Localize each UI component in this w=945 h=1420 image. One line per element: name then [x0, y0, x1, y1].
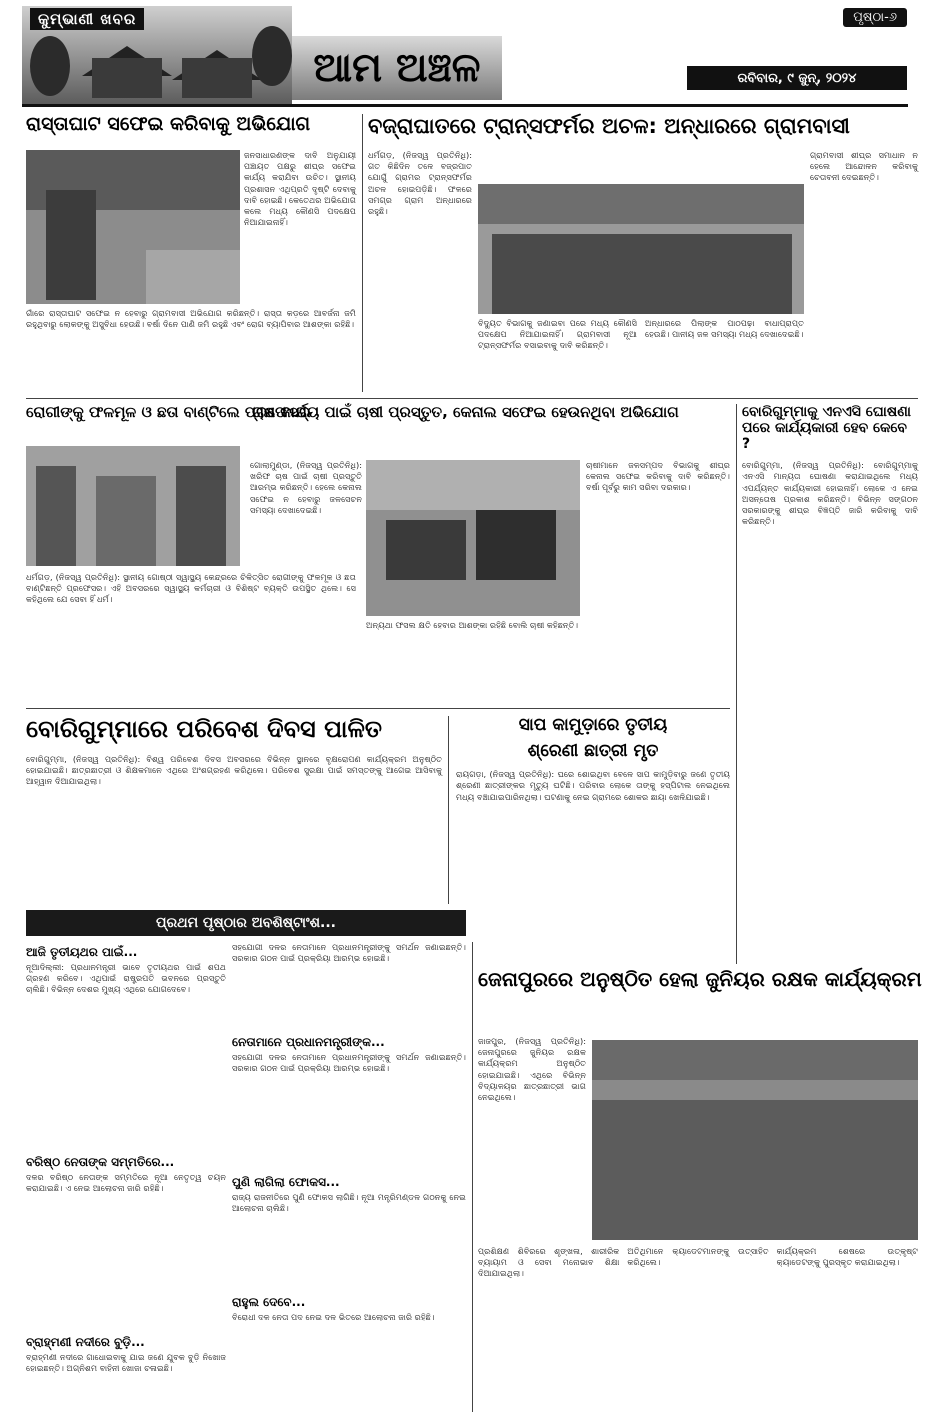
article-body: ଜାଜପୁର, (ନିଜସ୍ୱ ପ୍ରତିନିଧି): ଜେନାପୁରରେ ଜୁନିୟର ରକ୍ଷକ କାର୍ଯ୍ୟକ୍ରମ ଅନୁଷ୍ଠିତ ହୋଇଯାଇଛି। ଏଥିରେ ବିଭିନ୍ନ ବିଦ୍ୟାଳୟର ଛାତ୍ରଛାତ୍ରୀ ଭାଗ ନେଇଥିଲେ।	[478, 1036, 586, 1103]
article-headline: ସାପ କାମୁଡ଼ାରେ ତୃତୀୟ	[518, 715, 668, 735]
continued-right	[232, 942, 466, 1412]
continued-banner: ପ୍ରଥମ ପୃଷ୍ଠାର ଅବଶିଷ୍ଟାଂଶ...	[26, 910, 466, 936]
masthead	[0, 0, 945, 108]
article-body: ବୋରିଗୁମ୍ମା, (ନିଜସ୍ୱ ପ୍ରତିନିଧି): ବିଶ୍ୱ ପରିବେଶ ଦିବସ ଅବସରରେ ବିଭିନ୍ନ ସ୍ଥାନରେ ବୃକ୍ଷରୋପଣ କାର୍ଯ୍ୟକ୍ରମ ଅନୁଷ୍ଠିତ ହୋଇଯାଇଛି। ଛାତ୍ରଛାତ୍ରୀ ଓ ଶିକ୍ଷକମାନେ ଏଥିରେ ଅଂଶଗ୍ରହଣ କରିଥିଲେ। ପରିବେଶ ସୁରକ୍ଷା ପାଇଁ ସମସ୍ତଙ୍କୁ ଆଗେଇ ଆସିବାକୁ ଆହ୍ୱାନ ଦିଆଯାଇଥିଲା।	[26, 753, 442, 786]
continued-subhead: ପୁଣି ଲାଗିଲା ଫୋକସ...	[232, 1175, 340, 1189]
article-body: ଅନ୍ଧାରରେ ପିଲାଙ୍କ ପାଠପଢ଼ା ବାଧାପ୍ରାପ୍ତ ହେଉଛି। ପାନୀୟ ଜଳ ସମସ୍ୟା ମଧ୍ୟ ଦେଖାଦେଇଛି।	[645, 318, 804, 340]
article-headline	[742, 404, 918, 452]
article-body: ଗ୍ରାମବାସୀ ଶୀଘ୍ର ସମାଧାନ ନ ହେଲେ ଆନ୍ଦୋଳନ କରିବାକୁ ଚେତାବନୀ ଦେଇଛନ୍ତି।	[810, 150, 918, 183]
continued-subhead: ବ୍ରାହ୍ମଣୀ ନଦୀରେ ବୁଡ଼ି...	[26, 1335, 145, 1349]
section-banner	[292, 36, 502, 100]
article-headline: ରାସ୍ତାଘାଟ ସଫେଇ କରିବାକୁ ଅଭିଯୋଗ	[26, 113, 311, 135]
row-rule	[26, 708, 730, 709]
article-body: ଗୋଲାମୁଣ୍ଡା, (ନିଜସ୍ୱ ପ୍ରତିନିଧି): ଖରିଫ ଚାଷ ପାଇଁ ଚାଷୀ ପ୍ରସ୍ତୁତି ଆରମ୍ଭ କରିଛନ୍ତି। ହେଲେ କେନାଲ ସଫେଇ ନ ହେବାରୁ ଜଳସେଚନ ସମସ୍ୟା ଦେଖାଦେଇଛି।	[250, 460, 362, 515]
article-body: ରାଜ୍ୟ ରାଜନୀତିରେ ପୁଣି ଫୋକସ ଲାଗିଛି। ନୂଆ ମନ୍ତ୍ରିମଣ୍ଡଳ ଗଠନକୁ ନେଇ ଆଲୋଚନା ଚାଲିଛି।	[232, 1192, 466, 1214]
column-rule	[472, 942, 473, 1412]
headline-text: ବୋରିଗୁମ୍ମାକୁ ଏନଏସି ଘୋଷଣା ପରେ କାର୍ଯ୍ୟକାରୀ ହେବ କେବେ ?	[742, 404, 911, 453]
continued-subhead: ନେତାମାନେ ପ୍ରଧାନମନ୍ତ୍ରୀଙ୍କ...	[232, 1035, 385, 1049]
article-body: ବିରୋଧୀ ଦଳ ନେତା ପଦ ନେଇ ଦଳ ଭିତରେ ଆଲୋଚନା ଜାରି ରହିଛି।	[232, 1312, 435, 1322]
villagers-photo	[478, 184, 804, 314]
cadets-photo	[592, 1040, 918, 1240]
article-body: ଚାଷୀମାନେ ଜଳସମ୍ପଦ ବିଭାଗକୁ ଶୀଘ୍ର କେନାଲ ସଫେଇ କରିବାକୁ ଦାବି କରିଛନ୍ତି। ବର୍ଷା ପୂର୍ବରୁ କାମ ସରିବା ଦରକାର।	[586, 460, 730, 493]
article-headline: ବଜ୍ରାଘାତରେ ଟ୍ରାନ୍ସଫର୍ମର ଅଚଳ: ଅନ୍ଧାରରେ ଗ୍ରାମବାସୀ	[368, 114, 850, 138]
row-rule	[26, 398, 918, 399]
article-headline: ଶ୍ରେଣୀ ଛାତ୍ରୀ ମୃତ	[527, 740, 659, 761]
article-headline: ବୋରିଗୁମ୍ମାରେ ପରିବେଶ ଦିବସ ପାଳିତ	[26, 715, 382, 743]
article-body: ବିଦ୍ୟୁତ ବିଭାଗକୁ ଜଣାଇବା ପରେ ମଧ୍ୟ କୌଣସି ପଦକ୍ଷେପ ନିଆଯାଇନାହିଁ। ଗ୍ରାମବାସୀ ନୂଆ ଟ୍ରାନ୍ସଫର୍ମର ବସାଇବାକୁ ଦାବି କରିଛନ୍ତି।	[478, 318, 637, 351]
paper-name: କୁମ୍ଭାଣୀ ଖବର	[30, 8, 144, 30]
article-body: ବ୍ରାହ୍ମଣୀ ନଦୀରେ ଗାଧୋଇବାକୁ ଯାଇ ଜଣେ ଯୁବକ ବୁଡ଼ି ନିଖୋଜ ହୋଇଛନ୍ତି। ଅଗ୍ନିଶମ ବାହିନୀ ଖୋଜା ଚଳାଇଛି।	[26, 1352, 226, 1374]
article-headline: ଚାଷ କାର୍ଯ୍ୟ ପାଇଁ ଚାଷୀ ପ୍ରସ୍ତୁତ, କେନାଲ ସଫେଇ ହେଉନଥିବା ଅଭିଯୋଗ	[252, 403, 679, 421]
article-snakebite	[456, 716, 730, 932]
column-rule	[448, 716, 449, 904]
article-body: ସହଯୋଗୀ ଦଳର ନେତାମାନେ ପ୍ରଧାନମନ୍ତ୍ରୀଙ୍କୁ ସମର୍ଥନ ଜଣାଇଛନ୍ତି। ସରକାର ଗଠନ ପାଇଁ ପ୍ରକ୍ରିୟା ଆରମ୍ଭ ହୋଇଛି।	[232, 1052, 466, 1074]
article-body: ଦଳର ବରିଷ୍ଠ ନେତାଙ୍କ ସମ୍ମତିରେ ନୂଆ ନେତୃତ୍ୱ ଚୟନ କରାଯାଇଛି। ଏ ନେଇ ଆଲୋଚନା ଜାରି ରହିଛି।	[26, 1172, 226, 1194]
continued-subhead: ରାହୁଲ ଦେବେ...	[232, 1295, 306, 1309]
article-body: ନୂଆଦିଲ୍ଲୀ: ପ୍ରଧାନମନ୍ତ୍ରୀ ଭାବେ ତୃତୀୟଥର ପାଇଁ ଶପଥ ଗ୍ରହଣ କରିବେ। ଏଥିପାଇଁ ରାଷ୍ଟ୍ରପତି ଭବନରେ ପ୍ରସ୍ତୁତି ଚାଲିଛି। ବିଭିନ୍ନ ଦେଶର ମୁଖ୍ୟ ଏଥିରେ ଯୋଗଦେବେ।	[26, 962, 226, 995]
article-body: ଗାଁରେ ରାସ୍ତାଘାଟ ସଫେଇ ନ ହେବାରୁ ଗ୍ରାମବାସୀ ଅଭିଯୋଗ କରିଛନ୍ତି। ରାସ୍ତା କଡ଼ରେ ଆବର୍ଜନା ଜମି ରହୁଥିବାରୁ ଲୋକଙ୍କୁ ଅସୁବିଧା ହେଉଛି। ବର୍ଷା ଦିନେ ପାଣି ଜମି ରହୁଛି ଏବଂ ରୋଗ ବ୍ୟାପିବାର ଆଶଙ୍କା ରହିଛି।	[26, 308, 356, 330]
article-body: ଧର୍ମଗଡ଼, (ନିଜସ୍ୱ ପ୍ରତିନିଧି): ସ୍ଥାନୀୟ ଗୋଷ୍ଠୀ ସ୍ୱାସ୍ଥ୍ୟ କେନ୍ଦ୍ରରେ ଚିକିତ୍ସିତ ରୋଗୀଙ୍କୁ ଫଳମୂଳ ଓ ଛତା ବାଣ୍ଟିଛନ୍ତି ପ୍ରଫେସର। ଏହି ଅବସରରେ ସ୍ୱାସ୍ଥ୍ୟ କର୍ମଚାରୀ ଓ ବିଶିଷ୍ଟ ବ୍ୟକ୍ତି ଉପସ୍ଥିତ ଥିଲେ। ସେ କହିଥିଲେ ଯେ ସେବା ହିଁ ଧର୍ମ।	[26, 572, 356, 605]
article-body: ସହଯୋଗୀ ଦଳର ନେତାମାନେ ପ୍ରଧାନମନ୍ତ୍ରୀଙ୍କୁ ସମର୍ଥନ ଜଣାଇଛନ୍ତି। ସରକାର ଗଠନ ପାଇଁ ପ୍ରକ୍ରିୟା ଆରମ୍ଭ ହୋଇଛି।	[232, 942, 466, 964]
page-number: ପୃଷ୍ଠା-୬	[843, 8, 907, 27]
article-body: ରାୟଗଡ଼ା, (ନିଜସ୍ୱ ପ୍ରତିନିଧି): ଘରେ ଶୋଇଥିବା ବେଳେ ସାପ କାମୁଡ଼ିବାରୁ ଜଣେ ତୃତୀୟ ଶ୍ରେଣୀ ଛାତ୍ରୀଙ୍କର ମୃତ୍ୟୁ ଘଟିଛି। ପରିବାର ଲୋକେ ତାଙ୍କୁ ହସ୍ପିଟାଲ ନେଇଥିଲେ ମଧ୍ୟ ବଞ୍ଚାଯାଇପାରିନଥିଲା। ଘଟଣାକୁ ନେଇ ଗ୍ରାମରେ ଶୋକର ଛାୟା ଖେଳିଯାଇଛି।	[456, 769, 730, 802]
plough-photo	[366, 460, 580, 616]
article-nac	[742, 404, 918, 964]
continued-subhead: ବରିଷ୍ଠ ନେତାଙ୍କ ସମ୍ମତିରେ...	[26, 1155, 175, 1169]
article-body: ପ୍ରଶିକ୍ଷଣ ଶିବିରରେ ଶୃଙ୍ଖଳା, ଶାରୀରିକ ବ୍ୟାୟାମ ଓ ସେବା ମନୋଭାବ ଶିକ୍ଷା ଦିଆଯାଇଥିଲା।	[478, 1246, 620, 1279]
article-body: କାର୍ଯ୍ୟକ୍ରମ ଶେଷରେ ଉତ୍କୃଷ୍ଟ କ୍ୟାଡେଟଙ୍କୁ ପୁରସ୍କୃତ କରାଯାଇଥିଲା।	[776, 1246, 918, 1268]
article-body: ଧର୍ମଗଡ଼, (ନିଜସ୍ୱ ପ୍ରତିନିଧି): ଗତ କିଛିଦିନ ତଳେ ବଜ୍ରପାତ ଯୋଗୁଁ ଗ୍ରାମର ଟ୍ରାନ୍ସଫର୍ମର ଅଚଳ ହୋଇପଡ଼ିଛି। ଫଳରେ ସମଗ୍ର ଗ୍ରାମ ଅନ୍ଧାରରେ ରହୁଛି।	[368, 150, 472, 217]
continued-subhead: ଆଜି ତୃତୀୟଥର ପାଇଁ...	[26, 945, 138, 959]
hospital-photo	[26, 446, 240, 566]
continued-left	[26, 942, 226, 1412]
masthead-rule	[22, 104, 908, 107]
article-body: ଜନସାଧାରଣଙ୍କ ଦାବି ଅନୁଯାୟୀ ପଞ୍ଚାୟତ ପକ୍ଷରୁ ଶୀଘ୍ର ସଫେଇ କାର୍ଯ୍ୟ କରାଯିବା ଉଚିତ। ସ୍ଥାନୀୟ ପ୍ରଶାସନ ଏଥିପ୍ରତି ଦୃଷ୍ଟି ଦେବାକୁ ଦାବି ହୋଇଛି। କେତେଥର ଅଭିଯୋଗ କଲେ ମଧ୍ୟ କୌଣସି ପଦକ୍ଷେପ ନିଆଯାଇନାହିଁ।	[244, 150, 356, 228]
column-rule	[736, 404, 737, 964]
column-rule	[362, 114, 363, 392]
article-body: ଅତିଥିମାନେ କ୍ୟାଡେଟମାନଙ୍କୁ ଉତ୍ସାହିତ କରିଥିଲେ।	[627, 1246, 769, 1268]
article-body: ଅନ୍ୟଥା ଫସଲ କ୍ଷତି ହେବାର ଆଶଙ୍କା ରହିଛି ବୋଲି ଚାଷୀ କହିଛନ୍ତି।	[366, 620, 579, 630]
article-environment-day	[26, 716, 442, 904]
section-title: ଆମ ଅଞ୍ଚଳ	[313, 45, 481, 91]
date: ରବିବାର, ୯ ଜୁନ୍, ୨୦୨୪	[687, 66, 907, 90]
road-photo	[26, 150, 240, 304]
article-headline: ରୋଗୀଙ୍କୁ ଫଳମୂଳ ଓ ଛତା ବାଣ୍ଟିଲେ ପ୍ରଫେସର	[26, 403, 311, 421]
article-body: ବୋରିଗୁମ୍ମା, (ନିଜସ୍ୱ ପ୍ରତିନିଧି): ବୋରିଗୁମ୍ମାକୁ ଏନଏସି ମାନ୍ୟତା ଘୋଷଣା କରାଯାଇଥିଲେ ମଧ୍ୟ ଏପର୍ଯ୍ୟନ୍ତ କାର୍ଯ୍ୟକାରୀ ହୋଇନାହିଁ। ଲୋକେ ଏ ନେଇ ଅସନ୍ତୋଷ ପ୍ରକାଶ କରିଛନ୍ତି। ବିଭିନ୍ନ ସଙ୍ଗଠନ ସରକାରଙ୍କୁ ଶୀଘ୍ର ବିଜ୍ଞପ୍ତି ଜାରି କରିବାକୁ ଦାବି କରିଛନ୍ତି।	[742, 460, 918, 527]
article-headline: ଜେନାପୁରରେ ଅନୁଷ୍ଠିତ ହେଲା ଜୁନିୟର ରକ୍ଷକ କାର୍ଯ୍ୟକ୍ରମ	[478, 967, 922, 991]
